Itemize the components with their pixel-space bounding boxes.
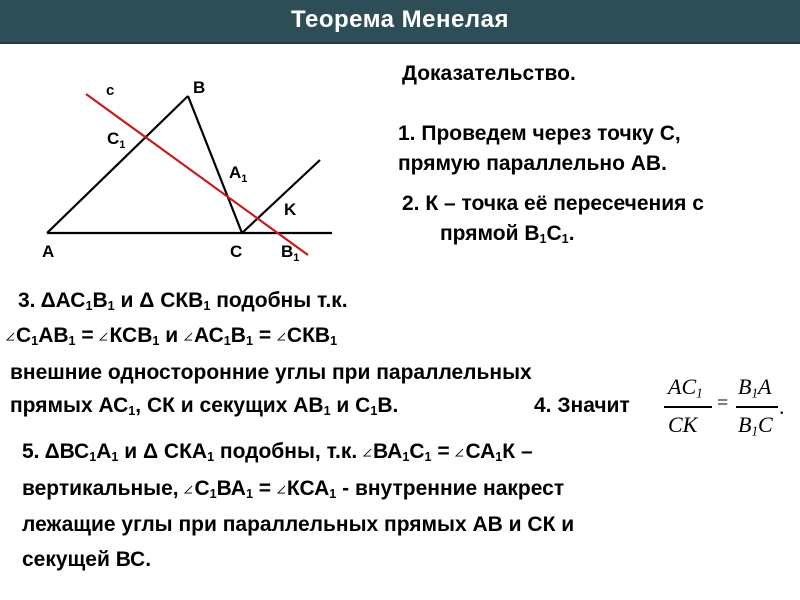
parallel-ck bbox=[242, 160, 320, 233]
step5-line3: лежащие углы при параллельных прямых АВ и СК и bbox=[22, 513, 575, 536]
angle-icon bbox=[184, 485, 193, 494]
label-c1: $C_1$ bbox=[107, 129, 126, 151]
angle-icon bbox=[6, 332, 15, 341]
step3-line1: 3. $\Delta АС_1В_1$ и Δ $СКВ_1$ подобны т.к. bbox=[18, 289, 348, 314]
equals-sign: = bbox=[717, 392, 729, 414]
label-b: B bbox=[193, 78, 206, 97]
denominator-right: $B_1C$ bbox=[738, 412, 773, 439]
label-a: A bbox=[42, 242, 55, 261]
angle-icon bbox=[277, 485, 286, 494]
step4-label: 4. Значит bbox=[534, 394, 630, 417]
step2-line2: прямой $В_1С_1$. bbox=[440, 222, 575, 247]
angle-icon bbox=[99, 332, 108, 341]
label-a1: $A_1$ bbox=[229, 163, 248, 185]
label-k: K bbox=[284, 200, 297, 219]
numerator-left: $AC_1$ bbox=[668, 374, 703, 401]
angle-icon bbox=[363, 448, 372, 457]
step3-line4: прямых $АС_1$, СК и секущих $АВ_1$ и $С_1В$. bbox=[10, 394, 399, 419]
label-b1: $B_1$ bbox=[281, 242, 300, 264]
label-c: c bbox=[106, 82, 115, 99]
step3-line2: $С_1АВ_1 = КСВ_1$ и $АС_1В_1 = СКВ_1$ bbox=[6, 324, 337, 348]
denominator-left: CK bbox=[668, 412, 698, 437]
angle-icon bbox=[184, 332, 193, 341]
step2-line1: 2. К – точка её пересечения с bbox=[402, 192, 704, 215]
proportion-formula bbox=[656, 372, 786, 442]
step3-line3: внешние односторонние углы при параллельных bbox=[10, 361, 532, 384]
period: . bbox=[779, 394, 785, 419]
step1-line1: 1. Проведем через точку С, bbox=[398, 122, 681, 145]
angle-icon bbox=[277, 332, 286, 341]
numerator-right: $B_1A$ bbox=[738, 374, 772, 401]
step5-line1: 5. $\Delta ВС_1А_1$ и Δ $СКА_1$ подобны, т.к. $ВА_1С_1 = СА_1К$ – bbox=[22, 440, 533, 465]
angle-icon bbox=[455, 448, 464, 457]
proof-heading: Доказательство. bbox=[402, 62, 576, 85]
step1-line2: прямую параллельно АВ. bbox=[398, 152, 667, 175]
slide-title: Теорема Менелая bbox=[291, 6, 509, 33]
step5-line2: вертикальные, $С_1ВА_1 = КСА_1$ - внутренние накрест bbox=[22, 477, 565, 502]
step5-line4: секущей ВС. bbox=[22, 548, 152, 571]
label-c-vertex: C bbox=[230, 242, 243, 261]
